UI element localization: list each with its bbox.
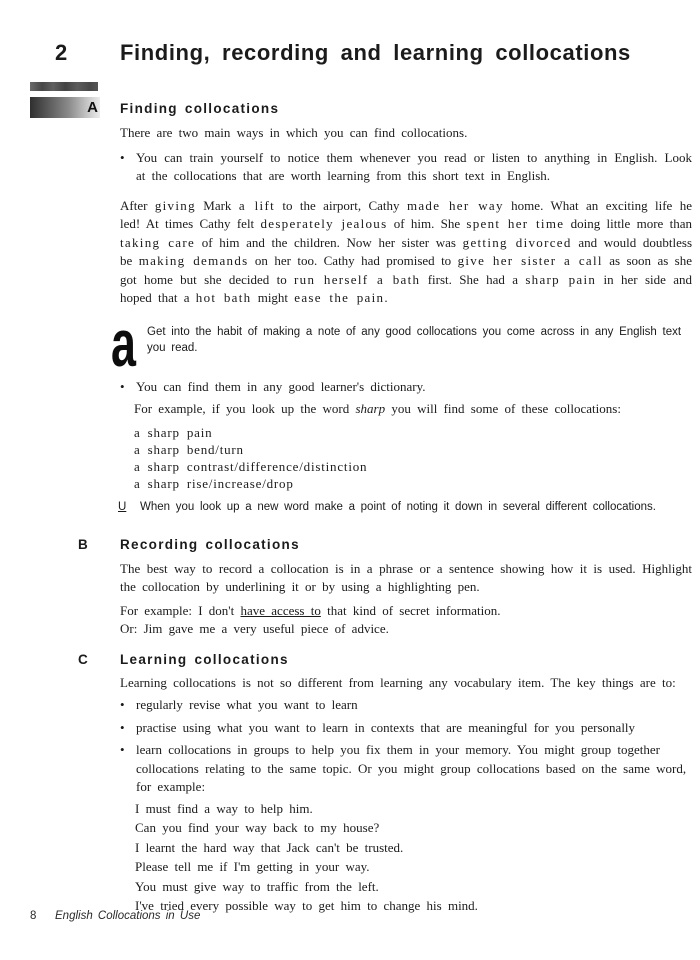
page-title: Finding, recording and learning collocations [120, 40, 631, 65]
unit-number: 2 [55, 40, 68, 65]
study-note-text: Get into the habit of making a note of any good collocations you come across in any English text you read. [147, 325, 682, 354]
list-item: a sharp pain [134, 424, 213, 440]
example-sentence: Please tell me if I'm getting in your way. [135, 859, 370, 874]
section-a-heading: Finding collocations [120, 101, 280, 116]
section-c-heading: Learning collocations [120, 651, 289, 667]
list-item [120, 149, 692, 186]
reading-passage: After giving Mark a lift to the airport, Cathy made her way home. What an exciting life he led! At times Cathy felt desperately jealous of him. She spent her time doing little more than taking care of him and the children. Now her sister was getting divorced and would doubtless be making demands on her too. Cathy had promised to give her sister a call as soon as she got home but she decided to run herself a bath first. She had a sharp pain in her side and hoped that a hot bath might ease the pain. [120, 197, 693, 305]
page-number: 8 [30, 910, 37, 922]
bullet-text: You can train yourself to notice them whenever you read or listen to anything in English. Look at the collocations that are worth learning from this short text in English. [136, 149, 692, 183]
tip-note [118, 500, 692, 515]
section-b-letter: B [78, 536, 88, 552]
list-item [120, 378, 692, 397]
list-item: a sharp bend/turn [134, 441, 244, 457]
section-a-marker-bar [30, 97, 100, 118]
example-sentence: For example: I don't have access to that kind of secret information. [120, 602, 501, 618]
way-example-list [135, 800, 700, 916]
decorative-bar [30, 82, 98, 91]
example-sentence: Can you find your way back to my house? [135, 820, 380, 835]
section-b-heading-row [0, 537, 700, 553]
list-item: a sharp rise/increase/drop [134, 475, 294, 491]
study-note [111, 305, 689, 380]
bullet-icon: • [120, 697, 125, 712]
list-item [120, 741, 692, 797]
sharp-collocation-list [134, 424, 700, 492]
section-c-heading-row [0, 652, 700, 668]
tip-marker-icon: U [118, 500, 127, 513]
list-item [120, 719, 692, 738]
section-c-paragraph: Learning collocations is not so different from learning any vocabulary item. The key things are to: [120, 674, 676, 690]
section-b-paragraph: The best way to record a collocation is in a phrase or a sentence showing how it is used. Highlight the collocation by underlining it or by using a highlighting pen. [120, 560, 692, 594]
bullet-text: You can find them in any good learner's dictionary. [136, 378, 426, 394]
list-item [120, 696, 692, 715]
unit-title-row [0, 40, 700, 66]
bullet-text: learn collocations in groups to help you fix them in your memory. You might group together collocations relating to the same topic. Or you might group collocations based on the same word, for example: [136, 742, 687, 794]
section-b-heading: Recording collocations [120, 536, 300, 552]
section-a-letter: A [87, 99, 98, 116]
bullet-icon: • [120, 378, 125, 394]
bullet-icon: • [120, 149, 125, 165]
tip-text: When you look up a new word make a point of noting it down in several different collocations. [140, 500, 656, 513]
example-sentence: You must give way to traffic from the left. [135, 878, 379, 894]
bullet-icon: • [120, 742, 125, 757]
example-sentence: Or: Jim gave me a very useful piece of advice. [120, 621, 389, 636]
letter-a-glyph-icon: a [111, 305, 136, 380]
book-title: English Collocations in Use [55, 910, 201, 922]
example-sentence: I must find a way to help him. [135, 800, 313, 816]
section-a-intro: There are two main ways in which you can find collocations. [120, 125, 468, 140]
example-sentence: I've tried every possible way to get him to change his mind. [135, 898, 478, 913]
bullet-text: regularly revise what you want to learn [136, 697, 358, 712]
example-sentence: I learnt the hard way that Jack can't be trusted. [135, 839, 404, 855]
bullet-icon: • [120, 719, 125, 735]
bullet-text: practise using what you want to learn in contexts that are meaningful for you personally [136, 719, 636, 735]
section-c-bullet-list [0, 696, 700, 797]
page-footer [30, 910, 200, 922]
section-c-letter: C [78, 651, 88, 667]
list-item: a sharp contrast/difference/distinction [134, 458, 368, 474]
sharp-example-intro: For example, if you look up the word sharp you will find some of these collocations: [134, 401, 621, 416]
